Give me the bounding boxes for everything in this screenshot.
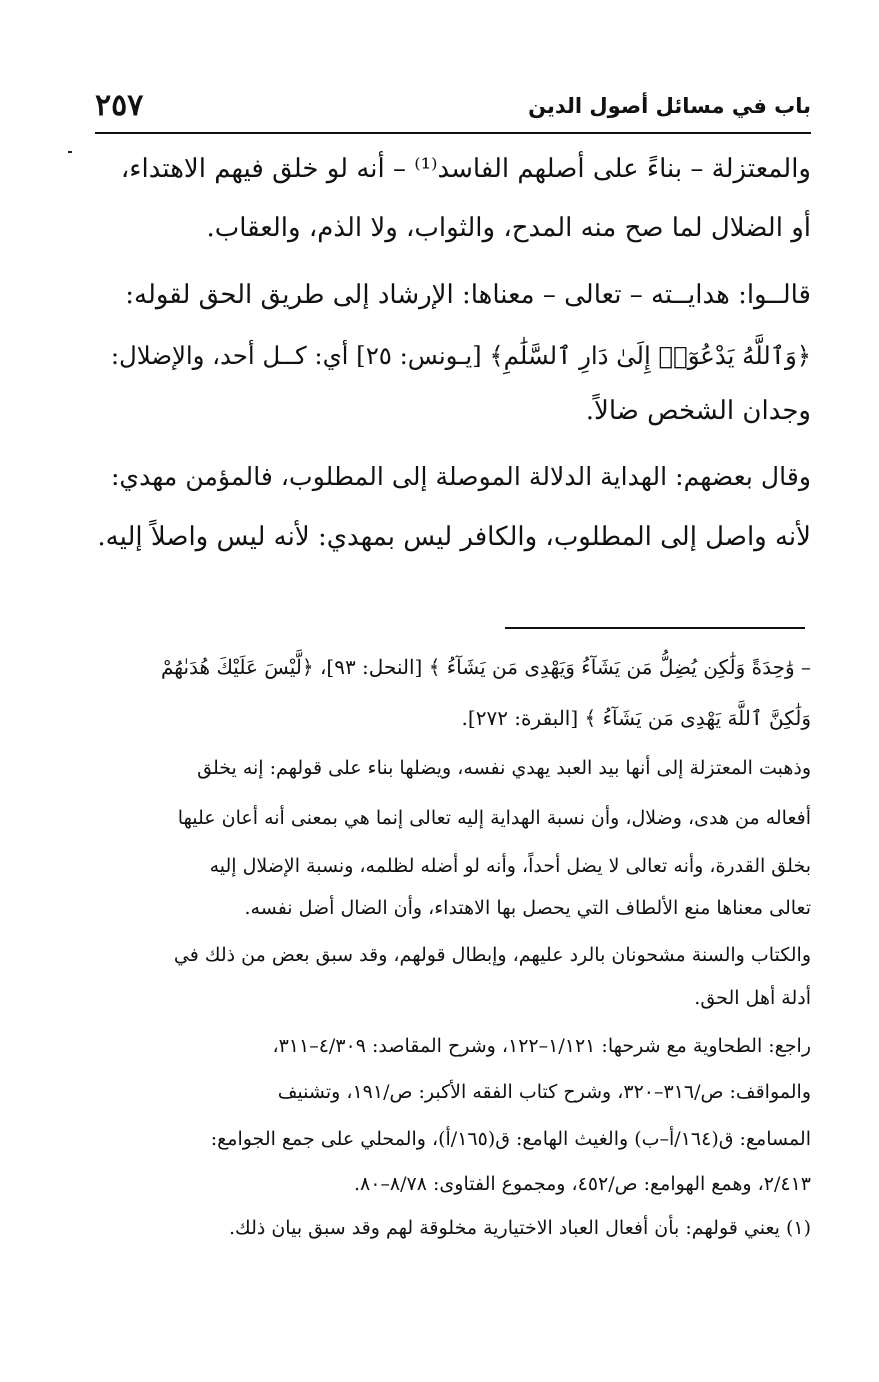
footnote-line: والمواقف: ص/٣١٦–٣٢٠، وشرح كتاب الفقه الأكبر: ص/١٩١، وتشنيف [277,1081,811,1103]
body-line: لأنه واصل إلى المطلوب، والكافر ليس بمهدي: لأنه ليس واصلاً إليه. [97,522,811,552]
footnote-line: تعالى معناها منع الألطاف التي يحصل بها الاهتداء، وأن الضال أضل نفسه. [244,897,811,919]
footnote-line: وَلَٰكِنَّ ٱللَّهَ يَهْدِى مَن يَشَآءُ ﴾ [البقرة: ٢٧٢]. [461,706,811,730]
body-line: وقال بعضهم: الهداية الدلالة الموصلة إلى المطلوب، فالمؤمن مهدي: [110,462,811,491]
body-line: والمعتزلة – بناءً على أصلهم الفاسد⁽¹⁾ – أنه لو خلق فيهم الاهتداء، [120,154,811,184]
margin-mark [68,151,72,153]
quran-verse-line: ﴿وَٱللَّهُ يَدْعُوٓا۟ إِلَىٰ دَارِ ٱلسَّلَٰمِ﴾ [يـونس: ٢٥] أي: كــل أحد، والإضلال: [110,341,811,370]
footnote-line: وذهبت المعتزلة إلى أنها بيد العبد يهدي نفسه، ويضلها بناء على قولهم: إنه يخلق [197,757,811,779]
page-number: ٢٥٧ [95,88,144,123]
body-line: وجدان الشخص ضالاً. [585,396,811,426]
chapter-title: باب في مسائل أصول الدين [528,94,811,118]
footnote-line: والكتاب والسنة مشحونان بالرد عليهم، وإبطال قولهم، وقد سبق بعض من ذلك في [173,944,811,966]
footnote-line: – وَٰحِدَةً وَلَٰكِن يُضِلُّ مَن يَشَآءُ وَيَهْدِى مَن يَشَآءُ ﴾ [النحل: ٩٣]، ﴿لَّيْسَ عَلَيْكَ هُدَىٰهُمْ [160,655,811,679]
page-header [95,88,811,128]
footnote-divider [505,627,805,629]
body-line: أو الضلال لما صح منه المدح، والثواب، ولا الذم، والعقاب. [206,213,811,243]
footnote-line: ٢/٤١٣، وهمع الهوامع: ص/٤٥٢، ومجموع الفتاوى: ٨/٧٨–٨٠. [353,1173,811,1195]
header-divider [95,132,811,134]
body-line: قالــوا: هدايــته – تعالى – معناها: الإرشاد إلى طريق الحق لقوله: [125,280,811,310]
footnote-line: أدلة أهل الحق. [694,987,811,1009]
footnote-line: المسامع: ق(١٦٤/أ–ب) والغيث الهامع: ق(١٦٥/أ)، والمحلي على جمع الجوامع: [210,1128,811,1150]
footnote-marker-note: (١) يعني قولهم: بأن أفعال العباد الاختيارية مخلوقة لهم وقد سبق بيان ذلك. [229,1217,811,1239]
main-text [96,150,811,570]
footnote-line: راجع: الطحاوية مع شرحها: ١/١٢١–١٢٢، وشرح المقاصد: ٤/٣٠٩–٣١١، [272,1035,811,1057]
footnote-line: أفعاله من هدى، وضلال، وأن نسبة الهداية إليه تعالى إنما هي بمعنى أنه أعان عليها [177,807,811,829]
footnote-line: بخلق القدرة، وأنه تعالى لا يضل أحداً، وأنه لو أضله لظلمه، ونسبة الإضلال إليه [209,855,811,877]
